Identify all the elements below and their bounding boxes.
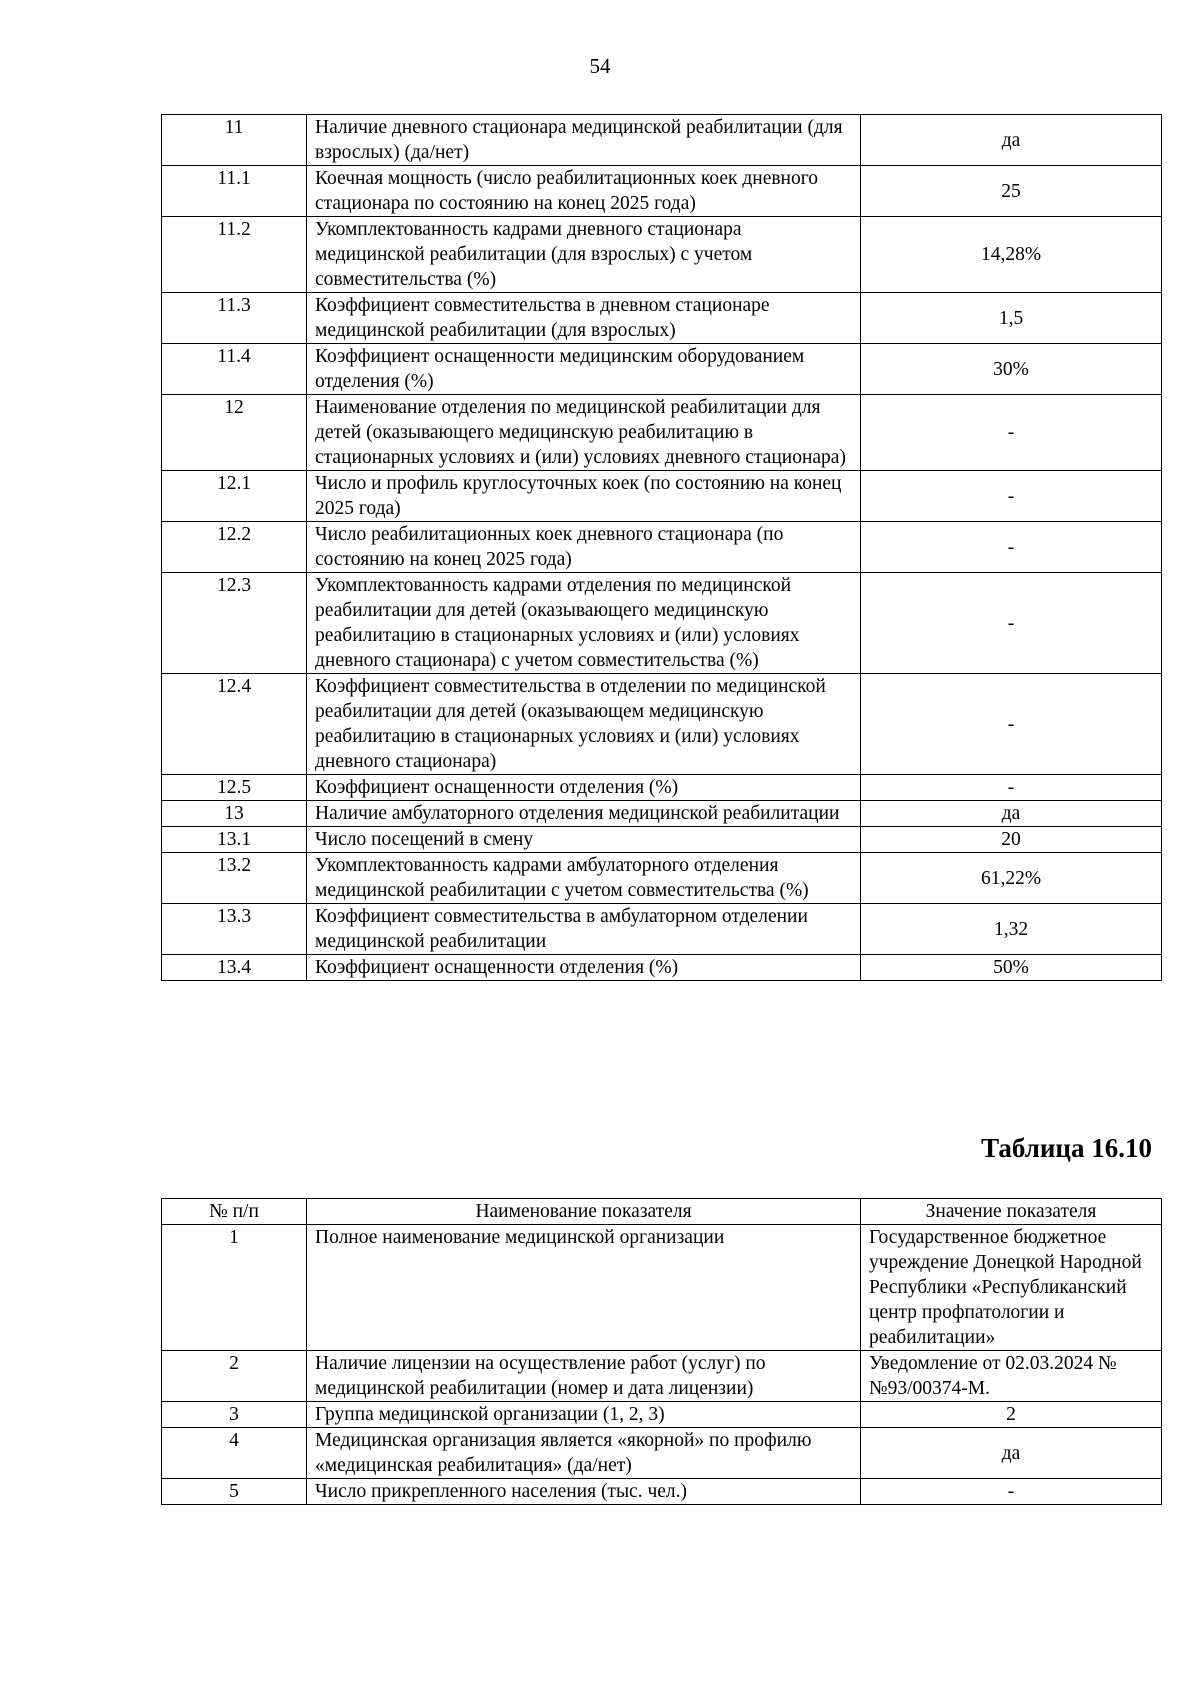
row-number: 13.4	[162, 955, 307, 981]
indicator-name: Число и профиль круглосуточных коек (по состоянию на конец 2025 года)	[307, 471, 861, 522]
table-row	[162, 1479, 1162, 1505]
table-row	[162, 1225, 1162, 1351]
table-row	[162, 904, 1162, 955]
table-row	[162, 293, 1162, 344]
indicator-name: Коэффициент оснащенности отделения (%)	[307, 775, 861, 801]
indicator-name: Коэффициент оснащенности отделения (%)	[307, 955, 861, 981]
table-row	[162, 853, 1162, 904]
indicator-value: -	[861, 1479, 1162, 1505]
table-row	[162, 827, 1162, 853]
indicator-name: Наличие амбулаторного отделения медицинской реабилитации	[307, 801, 861, 827]
indicator-value: -	[861, 775, 1162, 801]
indicator-value: да	[861, 801, 1162, 827]
table-row	[162, 395, 1162, 471]
table-row	[162, 1351, 1162, 1402]
indicator-name: Наличие лицензии на осуществление работ (услуг) по медицинской реабилитации (номер и дата лицензии)	[307, 1351, 861, 1402]
row-number: 5	[162, 1479, 307, 1505]
indicator-name: Наименование отделения по медицинской реабилитации для детей (оказывающего медицинскую реабилитацию в стационарных условиях и (или) условиях дневного стационара)	[307, 395, 861, 471]
indicator-value: 50%	[861, 955, 1162, 981]
indicator-value: 61,22%	[861, 853, 1162, 904]
indicator-value: -	[861, 573, 1162, 674]
table-row	[162, 775, 1162, 801]
table-row	[162, 344, 1162, 395]
indicator-name: Укомплектованность кадрами отделения по медицинской реабилитации для детей (оказывающего медицинскую реабилитацию в стационарных условиях и (или) условиях дневного стационара) с учетом совместительства (%)	[307, 573, 861, 674]
table-row	[162, 217, 1162, 293]
indicator-value: 20	[861, 827, 1162, 853]
table-row	[162, 471, 1162, 522]
indicator-name: Число реабилитационных коек дневного стационара (по состоянию на конец 2025 года)	[307, 522, 861, 573]
indicator-value: 25	[861, 166, 1162, 217]
indicator-name: Коэффициент совместительства в амбулаторном отделении медицинской реабилитации	[307, 904, 861, 955]
indicator-value: 14,28%	[861, 217, 1162, 293]
indicator-value: 30%	[861, 344, 1162, 395]
row-number: 12.1	[162, 471, 307, 522]
table-row	[162, 115, 1162, 166]
row-number: 11.1	[162, 166, 307, 217]
table-row	[162, 166, 1162, 217]
indicator-value: да	[861, 115, 1162, 166]
header-indicator-name: Наименование показателя	[307, 1199, 861, 1225]
indicator-name: Число посещений в смену	[307, 827, 861, 853]
indicators-table-continued	[161, 114, 1162, 981]
row-number: 12.5	[162, 775, 307, 801]
row-number: 11.4	[162, 344, 307, 395]
indicator-name: Укомплектованность кадрами амбулаторного отделения медицинской реабилитации с учетом совместительства (%)	[307, 853, 861, 904]
row-number: 13.1	[162, 827, 307, 853]
indicator-value: -	[861, 674, 1162, 775]
indicator-name: Группа медицинской организации (1, 2, 3)	[307, 1402, 861, 1428]
row-number: 13	[162, 801, 307, 827]
indicator-value: да	[861, 1428, 1162, 1479]
indicator-name: Полное наименование медицинской организации	[307, 1225, 861, 1351]
indicator-name: Медицинская организация является «якорной» по профилю «медицинская реабилитация» (да/нет)	[307, 1428, 861, 1479]
table2-body	[162, 1225, 1162, 1505]
table-row	[162, 573, 1162, 674]
indicators-table-16-10	[161, 1198, 1162, 1505]
indicator-value: 2	[861, 1402, 1162, 1428]
row-number: 11.2	[162, 217, 307, 293]
row-number: 4	[162, 1428, 307, 1479]
row-number: 12.3	[162, 573, 307, 674]
row-number: 12	[162, 395, 307, 471]
header-number: № п/п	[162, 1199, 307, 1225]
indicator-name: Коэффициент совместительства в отделении по медицинской реабилитации для детей (оказывающем медицинскую реабилитацию в стационарных условиях и (или) условиях дневного стационара)	[307, 674, 861, 775]
row-number: 1	[162, 1225, 307, 1351]
row-number: 12.4	[162, 674, 307, 775]
indicator-name: Число прикрепленного населения (тыс. чел.)	[307, 1479, 861, 1505]
table-row	[162, 801, 1162, 827]
table-row	[162, 955, 1162, 981]
row-number: 12.2	[162, 522, 307, 573]
table1-body	[162, 115, 1162, 981]
indicator-name: Коэффициент совместительства в дневном стационаре медицинской реабилитации (для взрослых)	[307, 293, 861, 344]
indicator-name: Укомплектованность кадрами дневного стационара медицинской реабилитации (для взрослых) с учетом совместительства (%)	[307, 217, 861, 293]
indicator-value: 1,5	[861, 293, 1162, 344]
row-number: 11.3	[162, 293, 307, 344]
indicator-value: -	[861, 522, 1162, 573]
header-indicator-value: Значение показателя	[861, 1199, 1162, 1225]
indicator-value: -	[861, 471, 1162, 522]
indicator-name: Коечная мощность (число реабилитационных коек дневного стационара по состоянию на конец 2025 года)	[307, 166, 861, 217]
row-number: 11	[162, 115, 307, 166]
row-number: 2	[162, 1351, 307, 1402]
indicator-value: 1,32	[861, 904, 1162, 955]
table-row	[162, 674, 1162, 775]
table-row	[162, 1402, 1162, 1428]
table-header-row	[162, 1199, 1162, 1225]
page-number: 54	[589, 54, 611, 78]
indicator-value: -	[861, 395, 1162, 471]
indicator-value: Уведомление от 02.03.2024 № №93/00374-М.	[861, 1351, 1162, 1402]
row-number: 13.2	[162, 853, 307, 904]
table-caption: Таблица 16.10	[981, 1133, 1152, 1163]
row-number: 3	[162, 1402, 307, 1428]
indicator-value: Государственное бюджетное учреждение Донецкой Народной Республики «Республиканский центр профпатологии и реабилитации»	[861, 1225, 1162, 1351]
indicator-name: Наличие дневного стационара медицинской реабилитации (для взрослых) (да/нет)	[307, 115, 861, 166]
table-row	[162, 522, 1162, 573]
indicator-name: Коэффициент оснащенности медицинским оборудованием отделения (%)	[307, 344, 861, 395]
row-number: 13.3	[162, 904, 307, 955]
table-row	[162, 1428, 1162, 1479]
